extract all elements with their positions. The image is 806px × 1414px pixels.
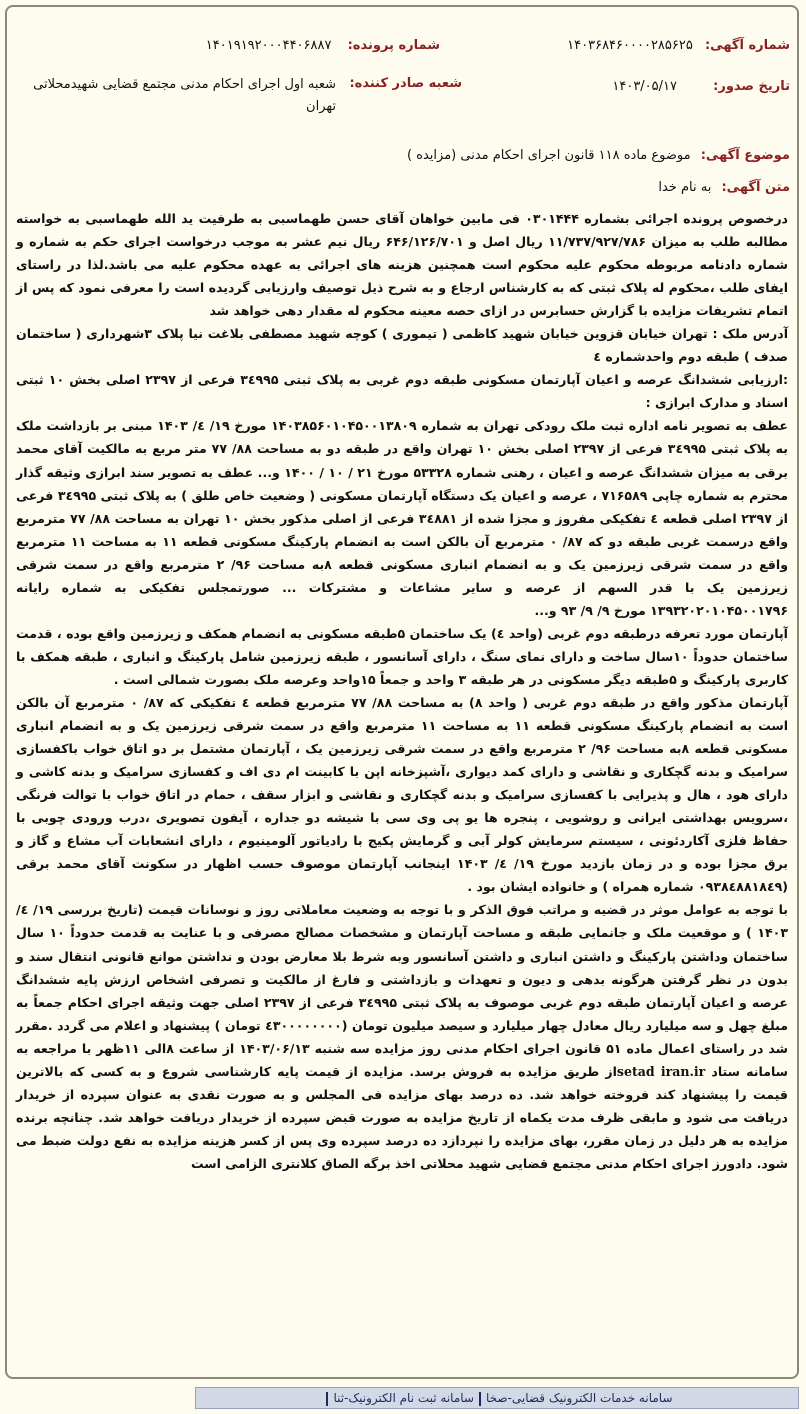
body-paragraph: درخصوص پرونده اجرائی بشماره ۰۳۰۱۴۴۴ فی مابین خواهان آقای حسن طهماسبی به طرفیت ید الله طهماسبی به خواسته مطالبه طلب به میزان ۱۱/۷۳۷/۹۲۷/۷۸۶ ریال اصل و ۶۴۶/۱۲۶/۷۰۱ ریال نیم عشر به موجب درخواست اجرای حکم به شماره و شماره دادنامه مربوطه محکوم علیه محکوم است همچنین هزینه های اجرائی به عهده محکوم علیه می باشد.لذا در راستای ایفای طلب ،محکوم له پلاک ثبتی که به کارشناس ارجاع و به شرح ذیل توصیف وارزیابی گردیده است را معرفی نمود که پس از اتمام تشریفات مزایده با گزارش حسابرس در ازای حصه معینه محکوم له مقدار دهی خواهد شد	[16, 211, 788, 319]
ad-number-label: شماره آگهی:	[704, 38, 790, 53]
case-number-row	[206, 36, 440, 56]
text-value: به نام خدا	[658, 180, 712, 195]
body-paragraph: :ارزیابی ششدانگ عرصه و اعیان آپارتمان مسکونی طبقه دوم غربی به پلاک ثبتی ۳٤۹۹۵ فرعی از ۲۳۹۷ اصلی بخش ۱۰ ثبتی اسناد و مدارک ابرازی :	[16, 372, 788, 411]
issue-date-label: تاریخ صدور:	[713, 79, 790, 94]
body-paragraph	[16, 898, 788, 1175]
issuer-label-row	[349, 74, 462, 94]
setad-link[interactable]: setad iran.ir	[616, 1063, 706, 1079]
case-number-label: شماره پرونده:	[347, 38, 440, 53]
body-text-segment: از طریق مزایده به فروش برسد. مزایده از قیمت پایه کارشناسی شروع و به کسی که بالاترین قیمت را پیشنهاد کند فروخته خواهد شد. ده درصد بهای مزایده فی المجلس و به صورت نقدی به عنوان سپرده از خریدار دریافت می شود و مابقی ظرف مدت یکماه از تاریخ مزایده به صورت قبض سپرده از خریدار دریافت خواهد شد. چنانچه برنده مزایده به هر دلیل در زمان مقرر، بهای مزایده را نپردازد ده درصد سپرده وی پس از کسر هزینه مزایده به نفع دولت ضبط می شود. دادورز اجرای احکام مدنی مجتمع قضایی شهید محلاتی اخذ برگه الصاق کلانتری الزامی است	[16, 1063, 788, 1171]
footer-link-sakha[interactable]: سامانه خدمات الکترونیک قضایی-صخا	[485, 1391, 673, 1405]
issuer-line1: شعبه اول اجرای احکام مدنی مجتمع قضایی شهیدمحلاتی	[33, 77, 336, 92]
issuer-line2: تهران	[306, 99, 336, 114]
issue-date-row	[612, 77, 790, 97]
body-text-segment: با توجه به عوامل موثر در قضیه و مراتب فوق الذکر و با توجه به وضعیت معاملاتی روز و نوسانات قیمت (تاریخ بررسی ۱۹/ ٤/ ۱۴۰۳ ) و موقعیت ملک و جانمایی طبقه و مساحت آپارتمان و مشخصات مصالح مصرفی و با عنایت به قدمت حدوداً ۱۰ سال ساختمان وداشتن پارکینگ و داشتن انباری و داشتن آسانسور وبه شرط بلا معارض بودن و نداشتن موانع قانونی انتقال سند و بدون در نظر گرفتن هرگونه بدهی و دیون و تعهدات و بازداشتی و فارغ از مالکیت و تصرفی اشخاص ارزش پایه ششدانگ عرصه و اعیان آپارتمان طبقه دوم غربی موصوف به پلاک ثبتی ۳٤۹۹۵ فرعی از ۲۳۹۷ اصلی جهت وثیقه اجرای احکام جمعاً به مبلغ چهل و سه میلیارد ریال معادل چهار میلیارد و سیصد میلیون تومان (٤۳۰۰۰۰۰۰۰۰ تومان ) پیشنهاد و اعلام می گردد .مقرر شد در راستای اعمال ماده ۵۱ قانون اجرای احکام مدنی روز مزایده سه شنبه ۱۴۰۳/۰۶/۱۳ از ساعت ۸الی ۱۱ظهر با مراجعه به سامانه ستاد	[16, 902, 789, 1079]
text-row	[658, 178, 790, 198]
footer-bar	[195, 1387, 799, 1409]
notice-body	[16, 207, 788, 1175]
footer-link-sana[interactable]: سامانه ثبت نام الکترونیک-ثنا	[333, 1391, 474, 1405]
subject-label: موضوع آگهی:	[700, 148, 790, 163]
property-address: آدرس ملک : تهران خیابان قزوین خیابان شهید کاظمی ( تیموری ) کوچه شهید مصطفی بلاغت نیا پلاک ۳شهرداری ( ساختمان صدف ) طبقه دوم واحدشماره ٤	[16, 326, 788, 365]
subject-row	[407, 146, 790, 166]
ad-number-row	[567, 36, 790, 56]
case-number: ۱۴۰۱۹۱۹۲۰۰۰۴۴۰۶۸۸۷	[205, 38, 332, 53]
body-paragraph: آپارتمان مذکور واقع در طبقه دوم غربی ( واحد ۸) به مساحت ۸۸/ ۷۷ مترمربع قطعه ٤ تفکیکی که ۸۷/ ۰ مترمربع آن بالکن است به انضمام پارکینگ مسکونی قطعه ۱۱ به مساحت ۱۱ مترمربع واقع در سمت شرقی زیرزمین یک و به انضمام انباری مسکونی قطعه ۸به مساحت ۹۶/ ۲ مترمربع واقع در سمت شرقی زیرزمین یک ، آپارتمان مشتمل بر دو اتاق خواب باکفسازی سرامیک و بدنه گچکاری و نقاشی و دارای کمد دیواری ،آشپزخانه اپن با کابینت ام دی اف و کفسازی سرامیک و بدنه کاشی و دارای هود ، هال و پذیرایی با کفسازی سرامیک و بدنه گچکاری و نقاشی و ابزار سقف ، حمام در اتاق خواب با توالت فرنگی ،سرویس بهداشتی ایرانی و روشویی ، پنجره ها یو پی وی سی با شیشه دو جداره ، آیفون تصویری ،درب ورودی چوبی با حفاظ فلزی آکاردئونی ، سیستم سرمایش کولر آبی و گرمایش پکیج با رادیاتور آلومینیوم ، دارای انشعابات آب مشاع و گاز و برق مجزا بوده و در زمان بازدید مورخ ۱۹/ ٤/ ۱۴۰۳ اینجانب آپارتمان موصوف حسب اظهار در سکونت آقای محمد برقی (۰۹۳۸٤۸۸۱۸٤۹ شماره همراه ) و خانواده ایشان بود .	[16, 694, 789, 895]
issue-date: ۱۴۰۳/۰۵/۱۷	[612, 79, 677, 94]
subject: موضوع ماده ۱۱۸ قانون اجرای احکام مدنی (مزایده )	[406, 148, 691, 163]
body-paragraph: آپارتمان مورد تعرفه درطبقه دوم غربی (واحد ٤) یک ساختمان ۵طبقه مسکونی به انضمام همکف و زیرزمین واقع بوده ، قدمت ساختمان حدوداً ۱۰سال ساخت و دارای نمای سنگ ، دارای آسانسور ، طبقه زیرزمین شامل پارکینگ و انباری ، طبقه همکف با کاربری پارکینگ و ۵طبقه دیگر مسکونی در هر طبقه ۳ واحد و جمعاً ۱۵واحد وعرصه ملک بصورت شمالی است .	[16, 625, 788, 687]
body-paragraph: عطف به تصویر نامه اداره ثبت ملک رودکی تهران به شماره ۱۴۰۳۸۵۶۰۱۰۴۵۰۰۱۳۸۰۹ مورخ ۱۹/ ٤/ ۱۴۰۳ مبنی بر بازداشت ملک به پلاک ثبتی ۳٤۹۹۵ فرعی از ۲۳۹۷ اصلی بخش ۱۰ تهران واقع در طبقه دو به مساحت ۸۸/ ۷۷ متر مربع به مالکیت آقای محمد برقی به میزان ششدانگ عرصه و اعیان ، رهنی شماره ۵۳۳۲۸ مورخ ۲۱ / ۱۰ / ۱۴۰۰ و... عطف به تصویر سند ابرازی وثیقه گذار محترم به شماره چاپی ۷۱۶۵۸۹ ، عرصه و اعیان یک دستگاه آپارتمان مسکونی ( وضعیت خاص طلق ) به پلاک ثبتی ۳٤۹۹۵ فرعی از ۲۳۹۷ اصلی قطعه ٤ تفکیکی مفروز و مجزا شده از ۳٤۸۸۱ فرعی از اصلی مذکور بخش ۱۰ تهران به مساحت ۸۸/ ۷۷ مترمربع واقع درسمت غربی طبقه دو که ۸۷/ ۰ مترمربع آن بالکن است به انضمام پارکینگ مسکونی قطعه ۱۱ به مساحت ۱۱ مترمربع واقع در سمت شرقی زیرزمین یک و به انضمام انباری مسکونی قطعه ۸به مساحت ۹۶/ ۲ مترمربع واقع در سمت شرقی زیرزمین یک با قدر السهم از عرصه و سایر مشاعات و مشترکات ... صورتمجلس تفکیکی به شماره رایانه ۱۳۹۳۲۰۲۰۱۰۴۵۰۰۱۷۹۶ مورخ ۹/ ۹/ ۹۳ و...	[16, 418, 789, 618]
issuer-name	[16, 74, 336, 118]
footer-separator	[326, 1392, 328, 1406]
footer-separator	[479, 1392, 481, 1406]
text-label: متن آگهی:	[721, 180, 790, 195]
ad-number: ۱۴۰۳۶۸۴۶۰۰۰۰۲۸۵۶۲۵	[567, 38, 693, 53]
issuer-label: شعبه صادر کننده:	[349, 76, 462, 91]
